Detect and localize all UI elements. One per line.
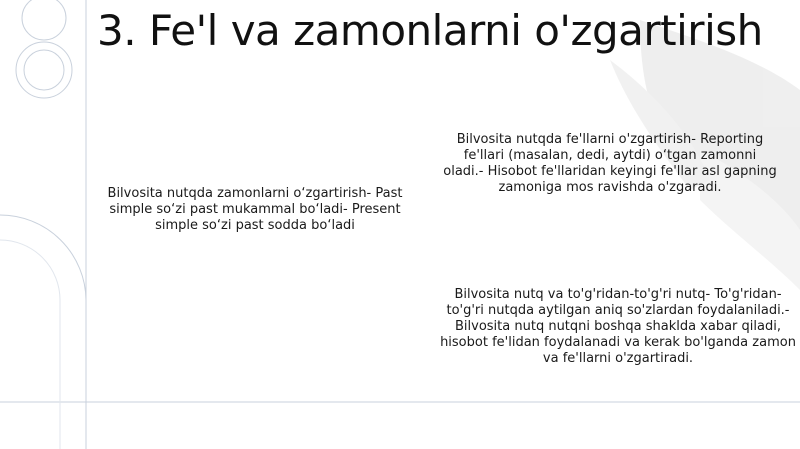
decorative-circle-inner — [24, 50, 64, 90]
slide-title: 3. Fe'l va zamonlarni o'zgartirish — [97, 6, 763, 55]
text-block-direct-indirect: Bilvosita nutq va to'g'ridan-to'g'ri nutq- To'g'ridan-to'g'ri nutqda aytilgan aniq so'zlardan foydalaniladi.- Bilvosita nutq nutqni boshqa shaklda xabar qiladi, hisobot fe'lidan foydalanadi va kerak bo'lganda zamon va fe'llarni o'zgartiradi. — [440, 287, 796, 366]
decorative-circle-small — [22, 0, 66, 40]
text-block-tense-change: Bilvosita nutqda zamonlarni o‘zgartirish- Past simple so‘zi past mukammal bo‘ladi- Present simple so‘zi past sodda bo‘ladi — [107, 186, 403, 233]
decorative-arc — [0, 215, 86, 449]
decorative-arc-lower — [0, 240, 60, 449]
text-block-verb-change: Bilvosita nutqda fe'llarni o'zgartirish- Reporting fe'llari (masalan, dedi, aytdi) o‘tgan zamonni oladi.- Hisobot fe'llaridan keyingi fe'llar asl gapning zamoniga mos ravishda o'zgaradi. — [443, 132, 777, 195]
